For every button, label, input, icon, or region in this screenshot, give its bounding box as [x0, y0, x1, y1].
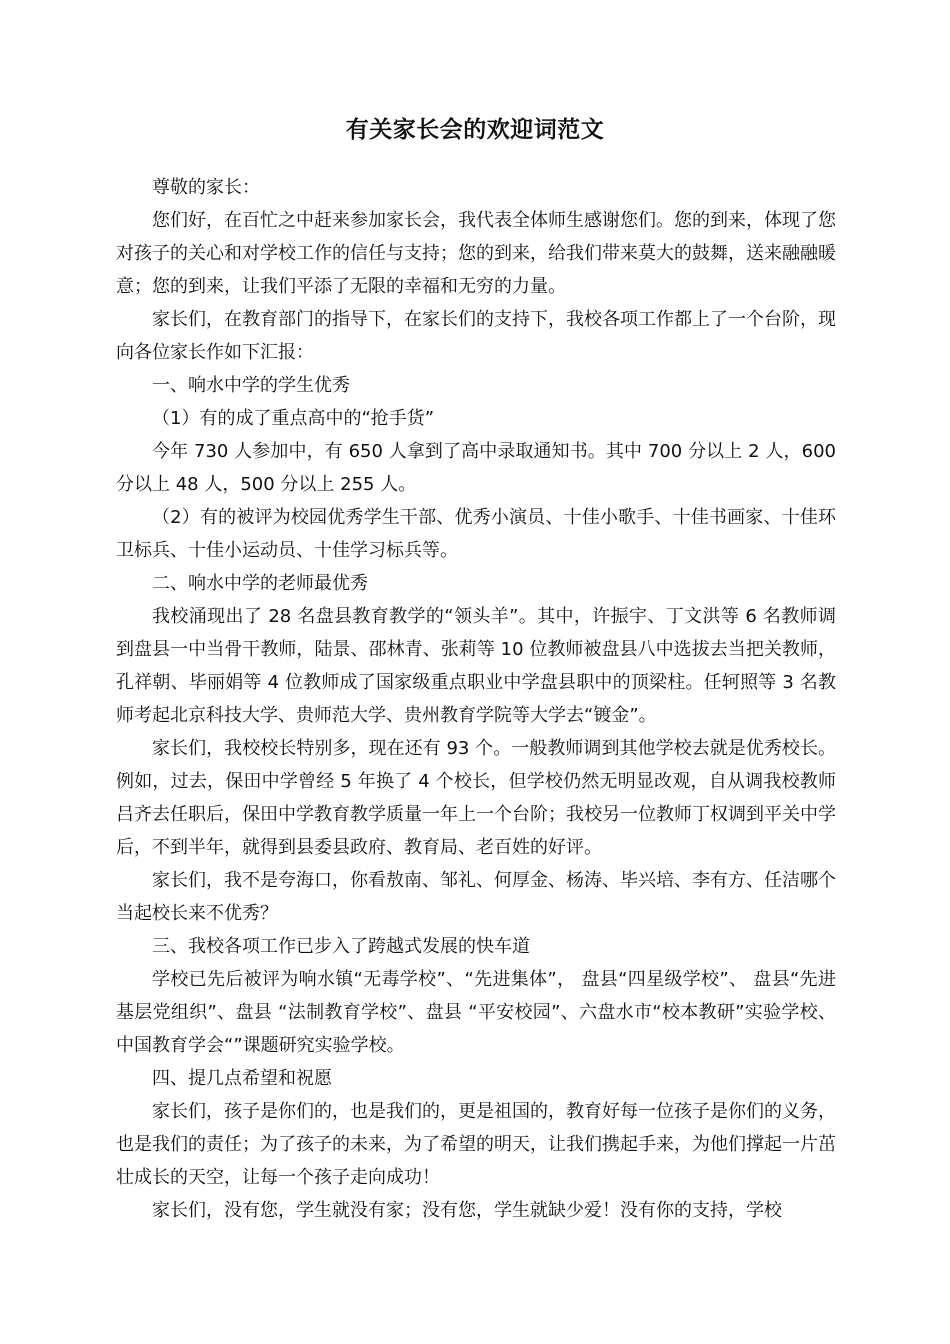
paragraph-responsibility: 家长们，孩子是你们的，也是我们的，更是祖国的，教育好每一位孩子是你们的义务，也是我们的责任；为了孩子的未来，为了希望的明天，让我们携起手来，为他们撑起一片茁壮成长的天空，让每一个孩子走向成功！ — [116, 1101, 836, 1188]
paragraph-principals: 家长们，我校校长特别多，现在还有 93 个。一般教师调到其他学校去就是优秀校长。例如，过去，保田中学曾经 5 年换了 4 个校长，但学校仍然无明显改观，自从调我校教师吕齐去任职后，保田中学教育教学质量一年上一个台阶；我校另一位教师丁权调到平关中学后，不到半年，就得到县委县政府、教育局、老百姓的好评。 — [116, 738, 836, 858]
subheading-awards: （2）有的被评为校园优秀学生干部、优秀小演员、十佳小歌手、十佳书画家、十佳环卫标兵、十佳小运动员、十佳学习标兵等。 — [116, 507, 836, 561]
subheading-key-schools: （1）有的成了重点高中的“抢手货” — [152, 408, 435, 429]
section-heading-wishes: 四、提几点希望和祝愿 — [152, 1068, 332, 1089]
paragraph-exam-results: 今年 730 人参加中，有 650 人拿到了高中录取通知书。其中 700 分以上 2 人，600 分以上 48 人，500 分以上 255 人。 — [116, 441, 842, 495]
section-heading-students: 一、响水中学的学生优秀 — [152, 375, 350, 396]
paragraph-salutation: 尊敬的家长： — [152, 177, 260, 198]
document-body — [116, 171, 842, 1227]
section-heading-teachers: 二、响水中学的老师最优秀 — [152, 573, 368, 594]
paragraph-report-intro: 家长们，在教育部门的指导下，在家长们的支持下，我校各项工作都上了一个台阶，现向各位家长作如下汇报： — [116, 309, 836, 363]
paragraph-closing: 家长们，没有您，学生就没有家；没有您，学生就缺少爱！没有你的支持，学校 — [152, 1200, 782, 1221]
paragraph-honors: 学校已先后被评为响水镇“无毒学校”、“先进集体”， 盘县“四星级学校”、 盘县“先进基层党组织”、盘县 “法制教育学校”、盘县 “平安校园”、六盘水市“校本教研”实验学校、中国教育学会“”课题研究实验学校。 — [116, 969, 836, 1056]
paragraph-teachers: 我校涌现出了 28 名盘县教育教学的“领头羊”。其中，许振宇、丁文洪等 6 名教师调到盘县一中当骨干教师，陆景、邵林青、张莉等 10 位教师被盘县八中选拔去当把关教师，孔祥朝、毕丽娟等 4 位教师成了国家级重点职业中学盘县职中的顶梁柱。任轲照等 3 名教师考起北京科技大学、贵师范大学、贵州教育学院等大学去“镀金”。 — [116, 606, 836, 726]
paragraph-principal-names: 家长们，我不是夸海口，你看敖南、邹礼、何厚金、杨涛、毕兴培、李有方、任洁哪个当起校长来不优秀？ — [116, 870, 836, 924]
document-title: 有关家长会的欢迎词范文 — [345, 117, 605, 143]
section-heading-development: 三、我校各项工作已步入了跨越式发展的快车道 — [152, 936, 530, 957]
paragraph-greeting: 您们好，在百忙之中赶来参加家长会，我代表全体师生感谢您们。您的到来，体现了您对孩子的关心和对学校工作的信任与支持；您的到来，给我们带来莫大的鼓舞，送来融融暖意；您的到来，让我们平添了无限的幸福和无穷的力量。 — [116, 210, 836, 297]
